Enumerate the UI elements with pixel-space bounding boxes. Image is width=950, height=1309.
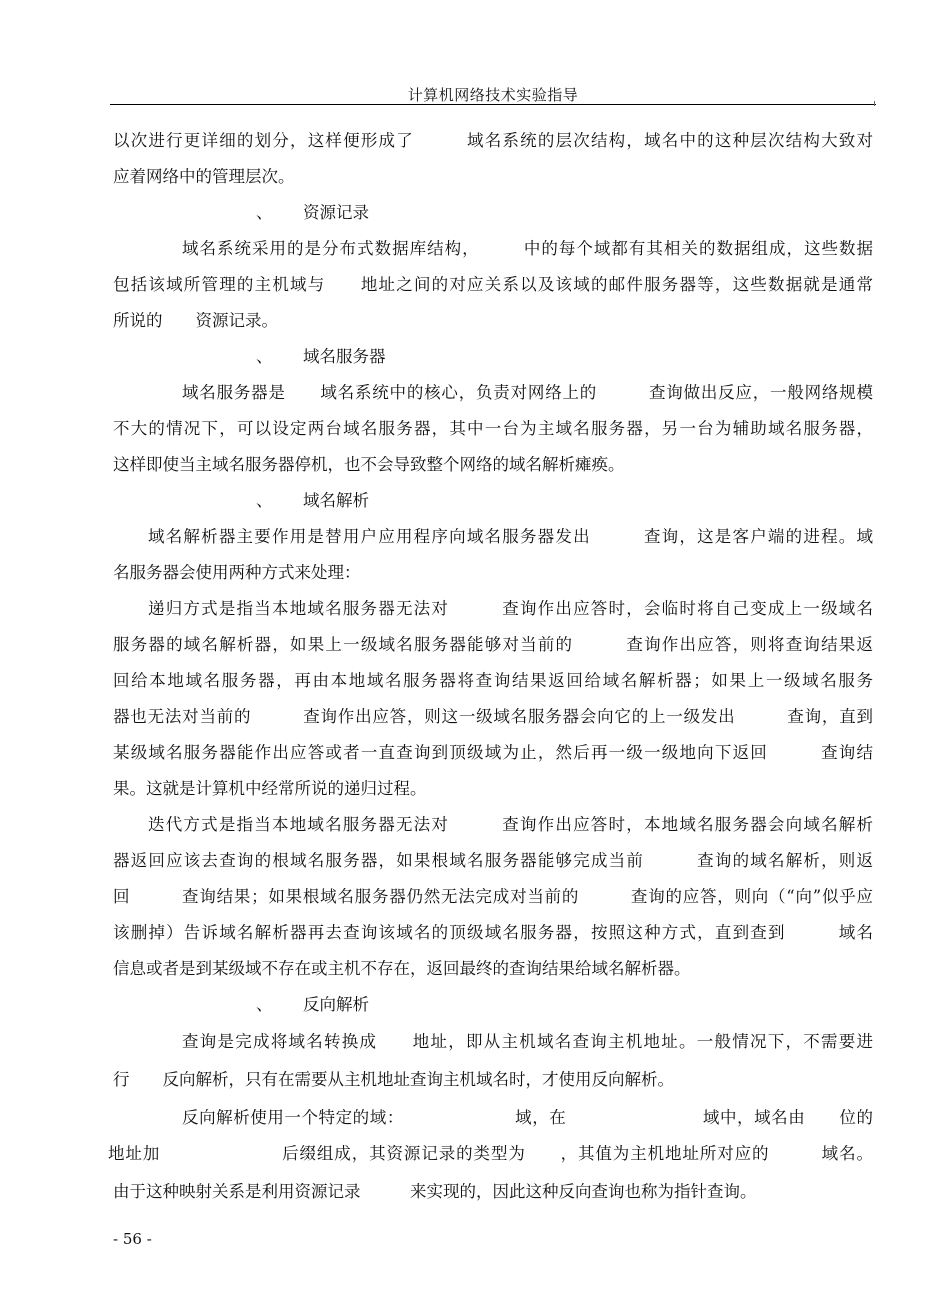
section-heading-text: 域名服务器: [303, 347, 386, 366]
paragraph-line: 名服务器会使用两种方式来处理：: [113, 563, 361, 582]
paragraph-line: 由于这种映射关系是利用资源记录 来实现的，因此这种反向查询也称为指针查询。: [113, 1182, 757, 1201]
section-heading-name-resolution: [113, 487, 873, 515]
paragraph-line: 域名系统采用的是分布式数据库结构， 中的每个域都有其相关的数据组成，这些数据: [182, 239, 873, 258]
section-heading-number: 、: [256, 995, 273, 1014]
paragraph-line: 器返回应该去查询的根域名服务器，如果根域名服务器能够完成当前 查询的域名解析，则返: [113, 851, 873, 870]
paragraph-line: 某级域名服务器能作出应答或者一直查询到顶级域为止，然后再一级一级地向下返回 查询结: [113, 743, 873, 762]
paragraph-line: 迭代方式是指当本地域名服务器无法对 查询作出应答时，本地域名服务器会向域名解析: [148, 815, 873, 834]
section-heading-text: 域名解析: [303, 491, 369, 510]
paragraph-line: 以次进行更详细的划分，这样便形成了 域名系统的层次结构，域名中的这种层次结构大致对: [113, 131, 873, 150]
paragraph-line: 反向解析使用一个特定的域： 域，在 域中，域名由 位的: [182, 1108, 873, 1127]
section-heading-text: 资源记录: [303, 203, 369, 222]
paragraph-line: 器也无法对当前的 查询作出应答，则这一级域名服务器会向它的上一级发出 查询，直到: [113, 707, 873, 726]
section-heading-number: 、: [256, 347, 273, 366]
paragraph-line: 回给本地域名服务器，再由本地域名服务器将查询结果返回给域名解析器；如果上一级域名服务: [113, 671, 873, 690]
paragraph-line: 果。这就是计算机中经常所说的递归过程。: [113, 779, 427, 798]
paragraph-line: 所说的 资源记录。: [113, 311, 278, 330]
paragraph-line: 该删掉）告诉域名解析器再去查询该域名的顶级域名服务器，按照这种方式，直到查到 域名: [113, 923, 873, 942]
section-heading-reverse-resolution: [113, 991, 873, 1019]
section-heading-resource-records: [113, 199, 873, 227]
paragraph-line: 地址加 后缀组成，其资源记录的类型为 ，其值为主机地址所对应的 域名。: [108, 1144, 873, 1163]
paragraph-line: 不大的情况下，可以设定两台域名服务器，其中一台为主域名服务器，另一台为辅助域名服务器，: [113, 419, 873, 438]
paragraph-line: 包括该域所管理的主机域与 地址之间的对应关系以及该域的邮件服务器等，这些数据就是通常: [113, 275, 873, 294]
paragraph-line: 回 查询结果；如果根域名服务器仍然无法完成对当前的 查询的应答，则向（“向”似乎应: [113, 887, 873, 906]
section-heading-name-server: [113, 343, 873, 371]
header-rule-end-mark: [874, 101, 875, 106]
page-header-title: 计算机网络技术实验指导: [407, 86, 579, 104]
page-number: - 56 -: [113, 1230, 152, 1248]
paragraph-line: 查询是完成将域名转换成 地址，即从主机域名查询主机地址。一般情况下，不需要进: [182, 1032, 873, 1051]
paragraph-line: 行 反向解析，只有在需要从主机地址查询主机域名时，才使用反向解析。: [113, 1070, 674, 1089]
paragraph-line: 应着网络中的管理层次。: [113, 167, 295, 186]
paragraph-line: 这样即使当主域名服务器停机，也不会导致整个网络的域名解析瘫痪。: [113, 455, 625, 474]
section-heading-number: 、: [256, 203, 273, 222]
paragraph-line: 信息或者是到某级域不存在或主机不存在，返回最终的查询结果给域名解析器。: [113, 959, 691, 978]
section-heading-text: 反向解析: [303, 995, 369, 1014]
paragraph-line: 域名服务器是 域名系统中的核心，负责对网络上的 查询做出反应，一般网络规模: [182, 383, 873, 402]
paragraph-line: 递归方式是指当本地域名服务器无法对 查询作出应答时，会临时将自己变成上一级域名: [148, 599, 873, 618]
paragraph-line: 服务器的域名解析器，如果上一级域名服务器能够对当前的 查询作出应答，则将查询结果返: [113, 635, 873, 654]
paragraph-line: 域名解析器主要作用是替用户应用程序向域名服务器发出 查询，这是客户端的进程。域: [148, 527, 873, 546]
section-heading-number: 、: [256, 491, 273, 510]
header-rule: [110, 104, 876, 105]
